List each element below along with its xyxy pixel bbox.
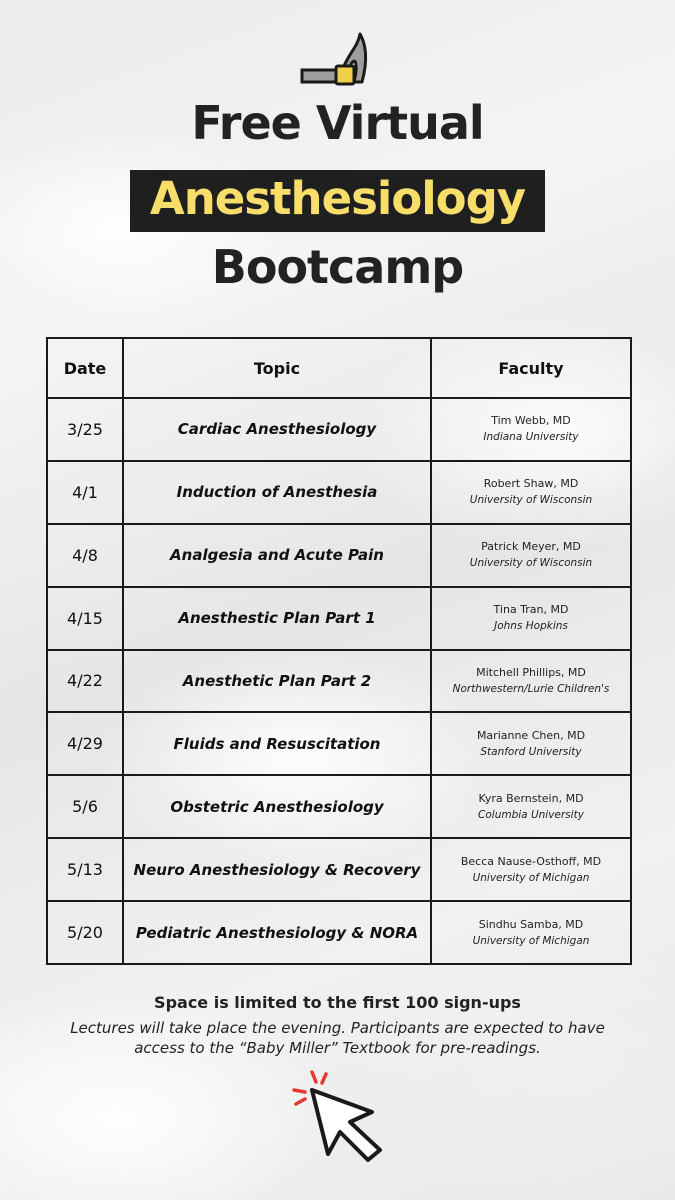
faculty-name: Kyra Bernstein, MD bbox=[478, 791, 584, 805]
table-row bbox=[47, 650, 631, 713]
session-date: 5/6 bbox=[47, 775, 123, 838]
session-topic: Analgesia and Acute Pain bbox=[123, 524, 431, 587]
faculty-institution: University of Michigan bbox=[472, 934, 590, 947]
table-row bbox=[47, 524, 631, 587]
faculty-name: Tina Tran, MD bbox=[493, 603, 569, 617]
faculty-institution: University of Wisconsin bbox=[469, 557, 593, 570]
session-topic: Fluids and Resuscitation bbox=[123, 712, 431, 775]
faculty-institution: Johns Hopkins bbox=[494, 620, 568, 633]
session-faculty bbox=[431, 461, 631, 524]
title-line-3: Bootcamp bbox=[211, 240, 464, 294]
session-topic: Obstetric Anesthesiology bbox=[123, 775, 431, 838]
faculty-name: Marianne Chen, MD bbox=[476, 728, 586, 742]
schedule-table bbox=[46, 337, 632, 965]
table-row bbox=[47, 587, 631, 650]
session-date: 4/22 bbox=[47, 650, 123, 713]
session-topic: Neuro Anesthesiology & Recovery bbox=[123, 838, 431, 901]
session-date: 4/1 bbox=[47, 461, 123, 524]
table-row bbox=[47, 712, 631, 775]
column-header-date: Date bbox=[47, 338, 123, 398]
signup-limit-note: Space is limited to the first 100 sign-ups bbox=[154, 993, 521, 1012]
lecture-info-note: Lectures will take place the evening. Participants are expected to have access to the “Baby Miller” Textbook for pre-readings. bbox=[70, 1019, 605, 1057]
laryngoscope-icon bbox=[300, 30, 372, 90]
session-date: 5/13 bbox=[47, 838, 123, 901]
session-faculty bbox=[431, 712, 631, 775]
session-topic: Cardiac Anesthesiology bbox=[123, 398, 431, 461]
faculty-name: Patrick Meyer, MD bbox=[481, 540, 581, 554]
faculty-institution: Northwestern/Lurie Children's bbox=[452, 682, 610, 695]
faculty-institution: Indiana University bbox=[483, 431, 579, 444]
table-row bbox=[47, 838, 631, 901]
session-faculty bbox=[431, 775, 631, 838]
session-topic: Induction of Anesthesia bbox=[123, 461, 431, 524]
faculty-institution: University of Wisconsin bbox=[469, 494, 593, 507]
faculty-institution: University of Michigan bbox=[472, 871, 590, 884]
table-header-row bbox=[47, 338, 631, 398]
session-topic: Anesthestic Plan Part 1 bbox=[123, 587, 431, 650]
faculty-name: Tim Webb, MD bbox=[491, 414, 571, 428]
session-date: 4/29 bbox=[47, 712, 123, 775]
session-topic: Anesthetic Plan Part 2 bbox=[123, 650, 431, 713]
session-faculty bbox=[431, 901, 631, 964]
faculty-institution: Stanford University bbox=[480, 745, 582, 758]
session-faculty bbox=[431, 650, 631, 713]
session-faculty bbox=[431, 838, 631, 901]
cursor-click-icon[interactable] bbox=[290, 1068, 390, 1164]
title-line-1: Free Virtual bbox=[191, 96, 484, 150]
session-faculty bbox=[431, 398, 631, 461]
faculty-name: Becca Nause-Osthoff, MD bbox=[460, 854, 602, 868]
session-date: 4/15 bbox=[47, 587, 123, 650]
table-row bbox=[47, 461, 631, 524]
session-faculty bbox=[431, 524, 631, 587]
table-row bbox=[47, 775, 631, 838]
session-date: 3/25 bbox=[47, 398, 123, 461]
table-row bbox=[47, 901, 631, 964]
faculty-institution: Columbia University bbox=[478, 808, 584, 821]
session-topic: Pediatric Anesthesiology & NORA bbox=[123, 901, 431, 964]
table-row bbox=[47, 398, 631, 461]
faculty-name: Sindhu Samba, MD bbox=[478, 917, 584, 931]
column-header-faculty: Faculty bbox=[431, 338, 631, 398]
session-date: 5/20 bbox=[47, 901, 123, 964]
session-date: 4/8 bbox=[47, 524, 123, 587]
faculty-name: Mitchell Phillips, MD bbox=[476, 665, 586, 679]
column-header-topic: Topic bbox=[123, 338, 431, 398]
session-faculty bbox=[431, 587, 631, 650]
faculty-name: Robert Shaw, MD bbox=[483, 477, 579, 491]
title-line-2: Anesthesiology bbox=[149, 172, 526, 225]
